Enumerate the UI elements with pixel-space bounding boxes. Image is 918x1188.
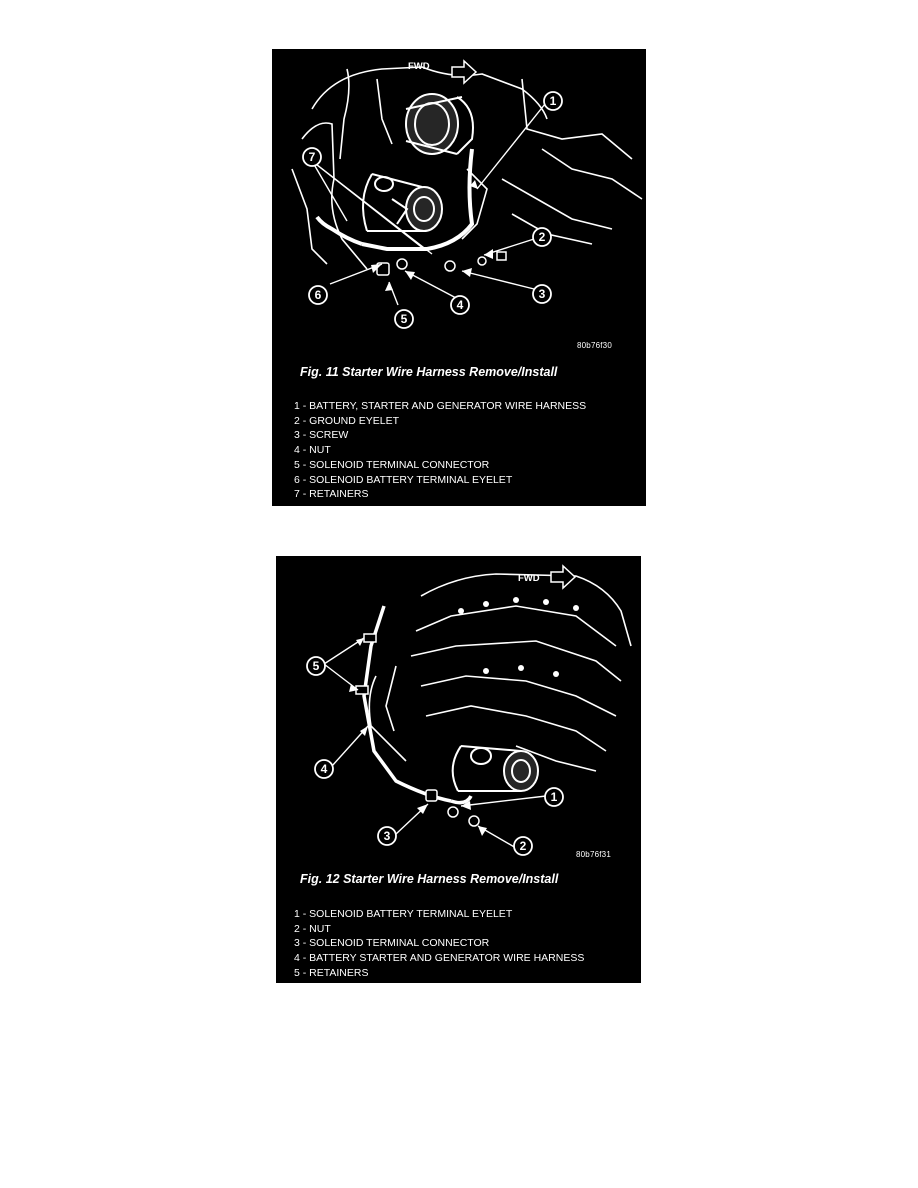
figure-12 (276, 556, 641, 983)
callout-7: 7 (308, 150, 316, 164)
callout-1: 1 (550, 790, 558, 804)
callout-4: 4 (320, 762, 328, 776)
legend-item: 5 - RETAINERS (294, 966, 369, 979)
figure-code: 80b76f31 (576, 850, 611, 859)
callout-leaders (324, 638, 546, 848)
legend-item: 2 - GROUND EYELET (294, 414, 400, 427)
callout-3: 3 (538, 287, 546, 301)
bolt-heads (458, 597, 579, 677)
callout-4: 4 (456, 298, 464, 312)
wire-harness (317, 149, 472, 249)
legend-item: 3 - SOLENOID TERMINAL CONNECTOR (294, 937, 490, 950)
legend-item: 6 - SOLENOID BATTERY TERMINAL EYELET (294, 473, 513, 486)
callout-6: 6 (314, 288, 322, 302)
starter-harness-illustration-fig12 (276, 556, 641, 861)
callout-2: 2 (538, 230, 546, 244)
legend-item: 4 - BATTERY STARTER AND GENERATOR WIRE HARNESS (294, 952, 585, 965)
figure-title: Fig. 11 Starter Wire Harness Remove/Install (300, 365, 558, 379)
callout-2: 2 (519, 839, 527, 853)
fwd-arrow-icon (551, 566, 575, 588)
legend-item: 3 - SCREW (294, 429, 349, 442)
legend-item: 5 - SOLENOID TERMINAL CONNECTOR (294, 458, 490, 471)
legend-item: 1 - BATTERY, STARTER AND GENERATOR WIRE HARNESS (294, 400, 587, 412)
starter-motor-upper (406, 94, 473, 154)
legend-item: 7 - RETAINERS (294, 488, 369, 501)
figure-code: 80b76f30 (577, 341, 612, 350)
starter-motor (363, 174, 442, 231)
fwd-label: FWD (518, 573, 540, 584)
wire-harness (364, 606, 471, 803)
engine-line-art (369, 574, 631, 771)
callout-5: 5 (312, 659, 320, 673)
starter-motor (453, 746, 538, 791)
legend-item: 1 - SOLENOID BATTERY TERMINAL EYELET (294, 908, 513, 920)
figure-title: Fig. 12 Starter Wire Harness Remove/Install (300, 872, 559, 886)
figure-legend (294, 907, 584, 981)
fwd-arrow-icon (452, 61, 476, 83)
starter-harness-illustration-fig11 (272, 49, 646, 349)
figure-11 (272, 49, 646, 506)
callout-5: 5 (400, 312, 408, 326)
callout-1: 1 (549, 94, 557, 108)
figure-legend (294, 399, 586, 502)
legend-item: 4 - NUT (294, 444, 331, 457)
legend-item: 2 - NUT (294, 922, 331, 935)
fwd-label: FWD (408, 61, 430, 72)
callout-3: 3 (383, 829, 391, 843)
